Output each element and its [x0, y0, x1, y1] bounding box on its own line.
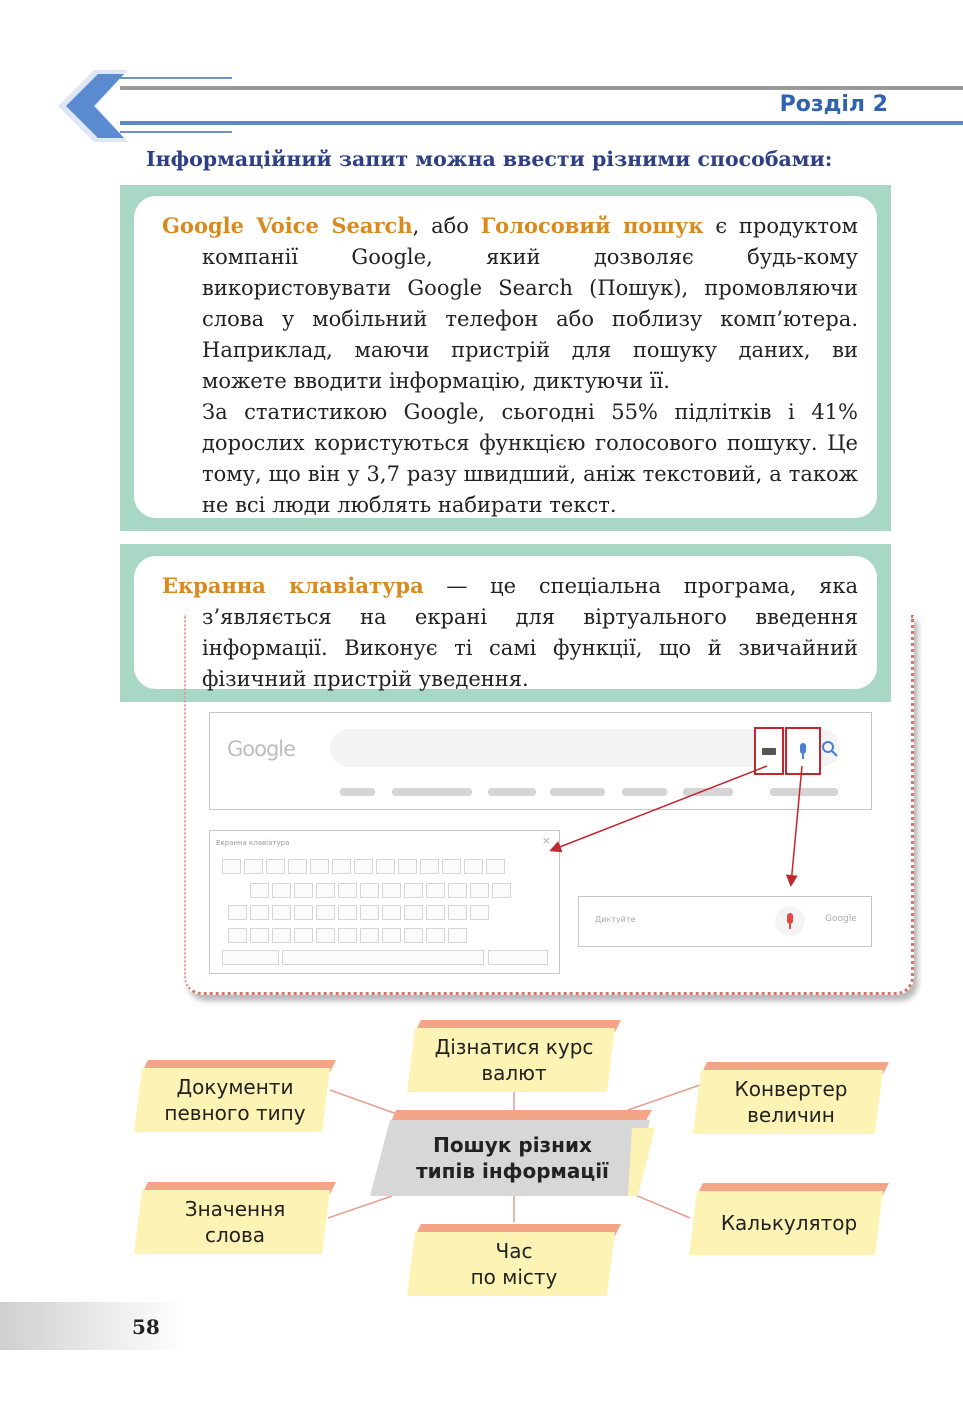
node-line: Документи — [176, 1075, 294, 1099]
arrow-keyboard — [552, 766, 767, 850]
node-line: величин — [747, 1103, 835, 1127]
intro-heading: Інформаційний запит можна ввести різними способами: — [146, 147, 833, 171]
mind-map-node-time — [407, 1224, 621, 1296]
mind-map-node-converter — [693, 1062, 889, 1134]
mind-map-center — [370, 1110, 655, 1196]
node-line: слова — [204, 1223, 266, 1247]
connector-text: , або — [412, 214, 481, 238]
node-line: Дізнатися курс — [434, 1035, 594, 1059]
mind-map-node-currency — [407, 1020, 621, 1092]
close-icon[interactable]: × — [541, 834, 551, 847]
keyboard-title: Екранна клавіатура — [216, 839, 290, 847]
node-line: Час — [495, 1239, 533, 1263]
center-line: Пошук різних — [433, 1133, 592, 1157]
google-logo: Google — [825, 914, 857, 924]
node-line: певного типу — [164, 1101, 306, 1125]
section-label: Розділ 2 — [779, 92, 888, 117]
node-line: валют — [481, 1061, 547, 1085]
node-line: Конвертер — [734, 1077, 848, 1101]
node-line: по місту — [470, 1265, 558, 1289]
google-logo: Google — [227, 737, 296, 761]
node-line: Значення — [184, 1197, 286, 1221]
center-line: типів інформації — [416, 1159, 609, 1183]
definition-body: — це спеціальна програма, яка з’являється на екрані для віртуального введення інформації. Виконує ті самі функції, що й звичайний фізичний пристрій уведення. — [202, 574, 858, 691]
node-line: Калькулятор — [720, 1211, 858, 1235]
term-screen-keyboard: Екранна клавіатура — [162, 573, 424, 598]
definition-body: є продуктом компанії Google, який дозволяє будь-кому використовувати Google Search (Пошук), промовляючи слова у мобільний телефон або поблизу комп’ютера. Наприклад, маючи пристрій для пошуку даних, ви можете вводити інформацію, диктуючи її. — [202, 214, 858, 393]
voice-hint: Диктуйте — [595, 915, 636, 924]
page-number: 58 — [132, 1315, 160, 1339]
mind-map-node-meaning — [134, 1182, 336, 1254]
mind-map-node-documents — [134, 1060, 336, 1132]
mind-map-node-calculator — [689, 1183, 889, 1255]
statistics-paragraph: За статистикою Google, сьогодні 55% підлітків і 41% дорослих користуються функцією голосового пошуку. Це тому, що він у 3,7 разу швидший, аніж текстовий, а також не всі люди люблять набирати текст. — [202, 400, 858, 517]
term-voice-search-en: Google Voice Search — [162, 213, 413, 238]
term-voice-search-uk: Голосовий пошук — [480, 213, 704, 238]
arrow-voice — [791, 766, 802, 884]
